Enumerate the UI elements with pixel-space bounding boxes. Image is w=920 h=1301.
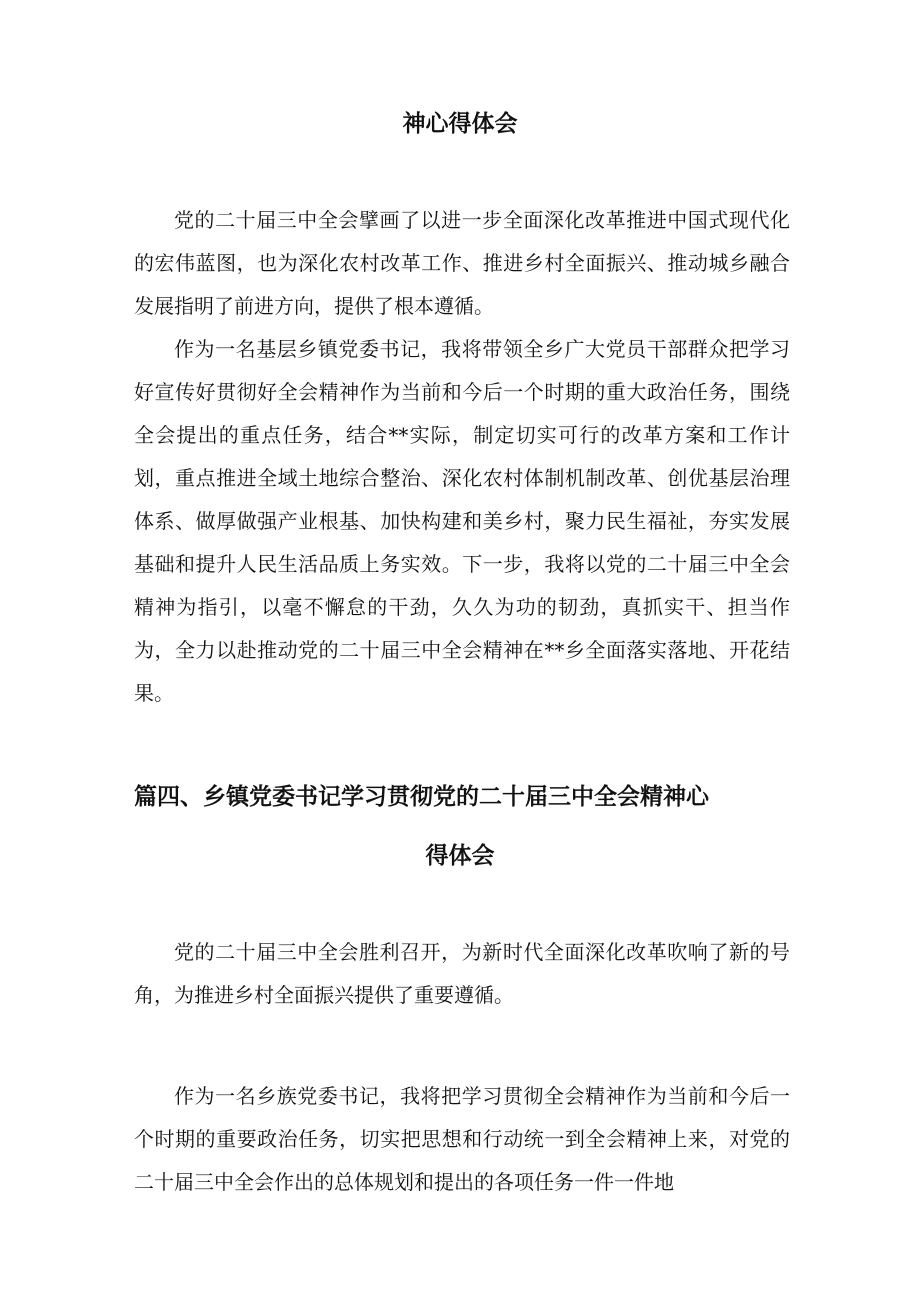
section-title-line-1: 篇四、乡镇党委书记学习贯彻党的二十届三中全会精神心 <box>134 784 709 810</box>
paragraph: 党的二十届三中全会胜利召开，为新时代全面深化改革吹响了新的号角，为推进乡村全面振兴提供了重要遵循。 <box>134 940 790 1007</box>
paragraph: 作为一名基层乡镇党委书记，我将带领全乡广大党员干部群众把学习好宣传好贯彻好全会精神作为当前和今后一个时期的重大政治任务，围绕全会提出的重点任务，结合**实际，制定切实可行的改革方案和工作计划，重点推进全域土地综合整治、深化农村体制机制改革、创优基层治理体系、做厚做强产业根基、加快构建和美乡村，聚力民生福祉，夯实发展基础和提升人民生活品质上务实效。下一步，我将以党的二十届三中全会精神为指引，以毫不懈怠的干劲，久久为功的韧劲，真抓实干、担当作为，全力以赴推动党的二十届三中全会精神在**乡全面落实落地、开花结果。 <box>134 337 790 705</box>
section-title-line-2: 得体会 <box>425 843 495 869</box>
page-title: 神心得体会 <box>402 111 518 137</box>
paragraph: 作为一名乡族党委书记，我将把学习贯彻全会精神作为当前和今后一个时期的重要政治任务，切实把思想和行动统一到全会精神上来，对党的二十届三中全会作出的总体规划和提出的各项任务一件一件地 <box>134 1084 790 1194</box>
paragraph: 党的二十届三中全会擘画了以进一步全面深化改革推进中国式现代化的宏伟蓝图，也为深化农村改革工作、推进乡村全面振兴、推动城乡融合发展指明了前进方向，提供了根本遵循。 <box>134 208 790 318</box>
